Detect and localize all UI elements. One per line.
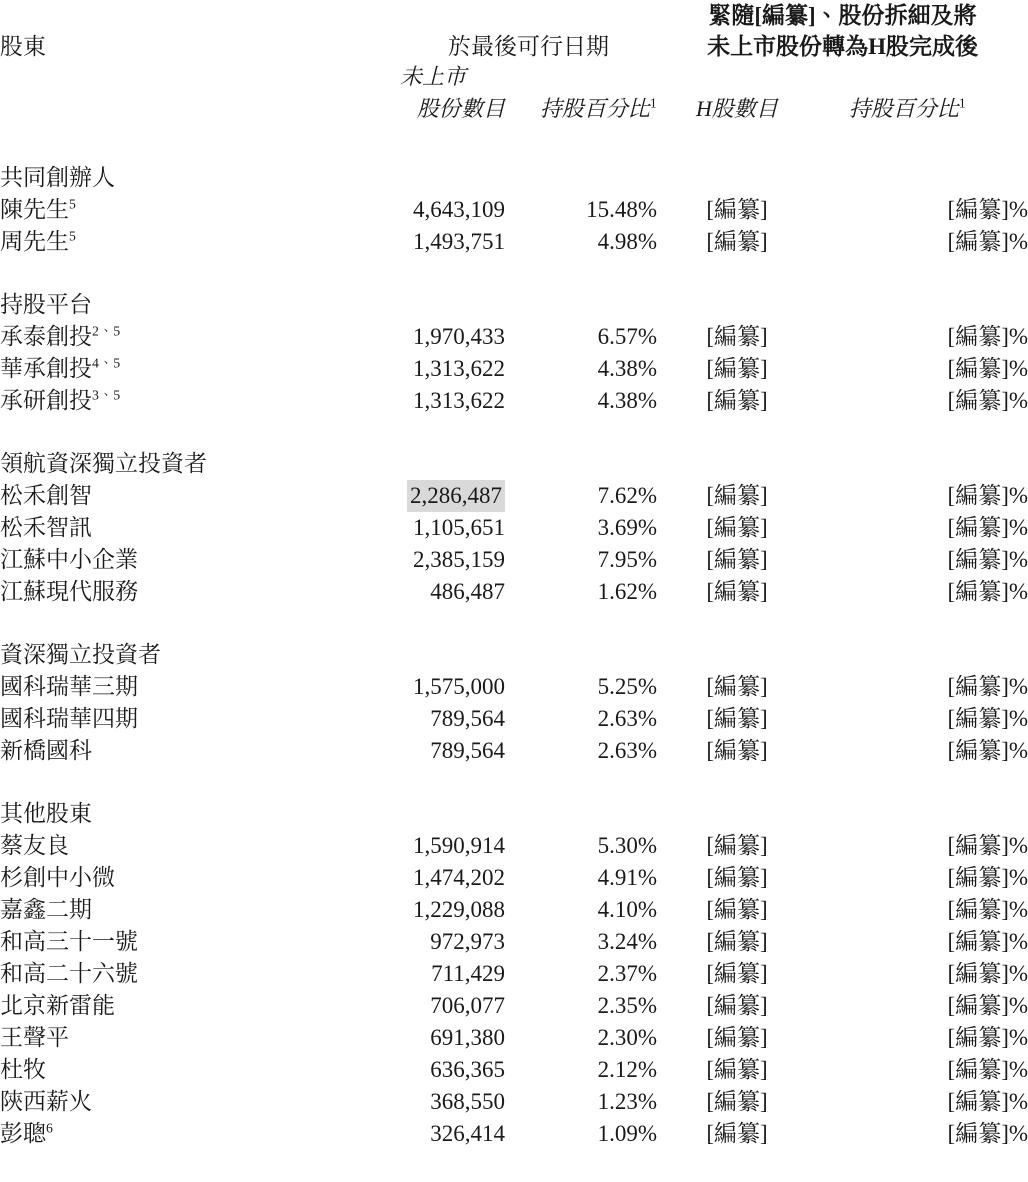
h-shares-count-cell: [編纂]	[706, 229, 768, 254]
shareholding-percentage-cell: 1.23%	[597, 1089, 657, 1114]
section-header-empty-cell	[400, 162, 505, 194]
header-spacer	[0, 126, 1028, 162]
table-row[interactable]	[0, 226, 1028, 258]
shareholder-name-text: 國科瑞華三期	[0, 674, 138, 699]
table-row[interactable]	[0, 958, 1028, 990]
column-header-percentage-footnote: 1	[649, 95, 657, 111]
shares-count-cell: 486,487	[430, 579, 505, 604]
section-header-row	[0, 639, 1028, 671]
h-shares-count-cell: [編纂]	[706, 1089, 768, 1114]
shareholder-name-text: 王聲平	[0, 1025, 69, 1050]
shares-count-cell: 789,564	[430, 738, 505, 763]
section-header-row	[0, 448, 1028, 480]
section-header-empty-cell	[657, 162, 817, 194]
header-group-as-of-latest-date: 於最後可行日期	[448, 34, 609, 59]
shareholder-name-text: 陳先生	[0, 197, 69, 222]
header-blank-4	[0, 62, 400, 92]
shareholder-name-text: 江蘇現代服務	[0, 579, 138, 604]
header-group-post-conversion-line1	[657, 0, 1028, 31]
h-shareholding-percentage-cell: [編纂]%	[947, 388, 1028, 413]
footnote-marker: 5	[69, 196, 77, 212]
h-shareholding-percentage-cell: [編纂]%	[947, 1089, 1028, 1114]
shareholder-name-cell	[0, 926, 400, 958]
shareholding-percentage-cell: 2.63%	[597, 706, 657, 731]
section-header-empty-cell	[657, 289, 817, 321]
header-group-post-conversion-line1-text: 緊隨[編纂]、股份拆細及將	[708, 3, 977, 28]
h-shares-count-cell: [編纂]	[706, 929, 768, 954]
h-shares-count-cell: [編纂]	[706, 483, 768, 508]
h-shares-count-cell: [編纂]	[706, 197, 768, 222]
column-header-h-percentage-text: 持股百分比	[848, 96, 959, 121]
shareholder-name-cell	[0, 671, 400, 703]
shareholder-name-cell	[0, 385, 400, 417]
h-shares-count-cell: [編纂]	[706, 1025, 768, 1050]
h-shares-count-cell: [編纂]	[706, 993, 768, 1018]
table-row[interactable]	[0, 926, 1028, 958]
h-shares-count-cell: [編纂]	[706, 579, 768, 604]
header-blank-7	[0, 92, 400, 126]
section-header-row	[0, 289, 1028, 321]
h-shares-count-cell: [編纂]	[706, 674, 768, 699]
h-shareholding-percentage-cell: [編纂]%	[947, 1025, 1028, 1050]
shareholder-name-cell	[0, 512, 400, 544]
shareholder-name-text: 承研創投	[0, 388, 92, 413]
shareholder-name-cell	[0, 862, 400, 894]
shareholder-name-cell	[0, 830, 400, 862]
header-group-post-conversion-line2-text: 未上市股份轉為H股完成後	[707, 34, 978, 59]
shareholding-percentage-cell: 4.38%	[597, 388, 657, 413]
shareholding-percentage-cell: 3.69%	[597, 515, 657, 540]
shareholder-name-cell	[0, 1086, 400, 1118]
h-shares-count-cell: [編纂]	[706, 865, 768, 890]
h-shares-count-cell: [編纂]	[706, 388, 768, 413]
shareholder-name-cell	[0, 1022, 400, 1054]
shareholding-percentage-cell: 1.09%	[597, 1121, 657, 1146]
shareholder-name-text: 北京新雷能	[0, 993, 115, 1018]
shareholder-name-text: 周先生	[0, 229, 69, 254]
section-gap	[0, 608, 1028, 639]
shareholder-name-cell	[0, 353, 400, 385]
h-shareholding-percentage-cell: [編纂]%	[947, 929, 1028, 954]
section-gap-cell	[0, 608, 1028, 639]
table-row[interactable]	[0, 1054, 1028, 1086]
shareholder-name-text: 承泰創投	[0, 324, 92, 349]
shareholder-name-text: 蔡友良	[0, 833, 69, 858]
header-blank-5	[657, 62, 817, 92]
h-shares-count-cell: [編纂]	[706, 961, 768, 986]
table-row[interactable]	[0, 353, 1028, 385]
shareholder-name-text: 彭聰	[0, 1121, 46, 1146]
footnote-marker: 4、5	[92, 355, 121, 371]
section-header-empty-cell	[400, 289, 505, 321]
column-header-h-percentage	[817, 92, 1028, 126]
shares-count-cell: 1,474,202	[413, 865, 505, 890]
footnote-marker: 5	[69, 228, 77, 244]
section-title: 其他股東	[0, 801, 92, 826]
section-gap	[0, 417, 1028, 448]
shareholder-name-cell	[0, 480, 400, 512]
header-blank-2	[400, 0, 505, 31]
shareholder-name-text: 杉創中小微	[0, 865, 115, 890]
shareholding-percentage-cell: 4.38%	[597, 356, 657, 381]
section-header-empty-cell	[505, 798, 657, 830]
shareholder-name-text: 松禾智訊	[0, 515, 92, 540]
section-title: 持股平台	[0, 292, 92, 317]
footnote-marker: 3、5	[92, 387, 121, 403]
table-row[interactable]	[0, 830, 1028, 862]
shares-count-cell: 1,575,000	[413, 674, 505, 699]
shareholding-percentage-cell: 2.63%	[597, 738, 657, 763]
shareholding-percentage-cell: 5.25%	[597, 674, 657, 699]
shareholding-percentage-cell: 2.37%	[597, 961, 657, 986]
h-shareholding-percentage-cell: [編纂]%	[947, 1121, 1028, 1146]
h-shareholding-percentage-cell: [編纂]%	[947, 229, 1028, 254]
footnote-marker: 6	[46, 1120, 54, 1136]
header-spacer-cell	[0, 126, 1028, 162]
section-header-empty-cell	[657, 639, 817, 671]
footnote-marker: 2、5	[92, 323, 121, 339]
shares-count-cell: 1,105,651	[413, 515, 505, 540]
shareholder-name-cell	[0, 958, 400, 990]
h-shareholding-percentage-cell: [編纂]%	[947, 547, 1028, 572]
section-gap-cell	[0, 417, 1028, 448]
shareholder-name-cell	[0, 194, 400, 226]
shareholder-name-text: 和高三十一號	[0, 929, 138, 954]
header-row-unlisted	[0, 62, 1028, 92]
section-gap	[0, 258, 1028, 289]
shareholding-percentage-cell: 2.30%	[597, 1025, 657, 1050]
h-shares-count-cell: [編纂]	[706, 1121, 768, 1146]
table-row[interactable]	[0, 480, 1028, 512]
h-shares-count-cell: [編纂]	[706, 324, 768, 349]
table-row[interactable]	[0, 1118, 1028, 1150]
section-title: 資深獨立投資者	[0, 642, 161, 667]
table-row[interactable]	[0, 1022, 1028, 1054]
shares-count-cell: 1,590,914	[413, 833, 505, 858]
shares-count-cell: 1,229,088	[413, 897, 505, 922]
section-header-empty-cell	[400, 798, 505, 830]
shareholder-name-cell	[0, 735, 400, 767]
shareholder-name-cell	[0, 894, 400, 926]
highlighted-value: 2,286,487	[407, 480, 505, 512]
shares-count-cell: 706,077	[430, 993, 505, 1018]
shareholder-name-cell	[0, 990, 400, 1022]
h-shareholding-percentage-cell: [編纂]%	[947, 197, 1028, 222]
header-shareholder-label: 股東	[0, 34, 46, 59]
table-row[interactable]	[0, 735, 1028, 767]
shareholder-name-text: 華承創投	[0, 356, 92, 381]
shareholder-name-cell	[0, 576, 400, 608]
h-shares-count-cell: [編纂]	[706, 706, 768, 731]
h-shareholding-percentage-cell: [編纂]%	[947, 674, 1028, 699]
header-row-columns	[0, 92, 1028, 126]
h-shares-count-cell: [編纂]	[706, 897, 768, 922]
shareholding-percentage-cell: 15.48%	[586, 197, 657, 222]
h-shares-count-cell: [編纂]	[706, 833, 768, 858]
section-header-empty-cell	[817, 639, 1028, 671]
header-blank-1	[0, 0, 400, 31]
shares-count-cell: 789,564	[430, 706, 505, 731]
shareholding-percentage-cell: 2.12%	[597, 1057, 657, 1082]
h-shareholding-percentage-cell: [編纂]%	[947, 865, 1028, 890]
table-row[interactable]	[0, 512, 1028, 544]
shareholder-name-cell	[0, 703, 400, 735]
table-row[interactable]	[0, 321, 1028, 353]
column-header-h-shares: H股數目	[696, 96, 778, 121]
shareholder-name-text: 嘉鑫二期	[0, 897, 92, 922]
shares-count-cell: 636,365	[430, 1057, 505, 1082]
shares-count-cell: 1,313,622	[413, 388, 505, 413]
table-row[interactable]	[0, 990, 1028, 1022]
h-shareholding-percentage-cell: [編纂]%	[947, 833, 1028, 858]
section-header-empty-cell	[817, 162, 1028, 194]
section-gap-cell	[0, 258, 1028, 289]
section-header-empty-cell	[505, 289, 657, 321]
section-header-empty-cell	[400, 639, 505, 671]
h-shareholding-percentage-cell: [編纂]%	[947, 579, 1028, 604]
shareholding-percentage-cell: 7.62%	[597, 483, 657, 508]
shareholder-name-text: 杜牧	[0, 1057, 46, 1082]
shares-count-cell: 1,493,751	[413, 229, 505, 254]
column-header-shares: 股份數目	[416, 96, 505, 121]
shareholder-name-cell	[0, 321, 400, 353]
h-shareholding-percentage-cell: [編纂]%	[947, 356, 1028, 381]
section-header-empty-cell	[817, 289, 1028, 321]
section-title: 共同創辦人	[0, 165, 115, 190]
table-row[interactable]	[0, 576, 1028, 608]
shareholding-percentage-cell: 2.35%	[597, 993, 657, 1018]
section-header-empty-cell	[817, 798, 1028, 830]
shareholding-percentage-cell: 4.98%	[597, 229, 657, 254]
shares-count-cell: 711,429	[431, 961, 505, 986]
header-blank-6	[817, 62, 1028, 92]
table-row[interactable]	[0, 385, 1028, 417]
section-header-row	[0, 798, 1028, 830]
shareholder-name-cell	[0, 1118, 400, 1150]
shares-count-cell: 1,313,622	[413, 356, 505, 381]
table-row[interactable]	[0, 862, 1028, 894]
table-row[interactable]	[0, 194, 1028, 226]
shares-count-cell: 972,973	[430, 929, 505, 954]
shareholding-percentage-cell: 1.62%	[597, 579, 657, 604]
table-row[interactable]	[0, 703, 1028, 735]
shareholding-percentage-cell: 4.91%	[597, 865, 657, 890]
h-shareholding-percentage-cell: [編纂]%	[947, 738, 1028, 763]
section-header-empty-cell	[400, 448, 505, 480]
shares-count-cell: 326,414	[430, 1121, 505, 1146]
section-header-empty-cell	[817, 448, 1028, 480]
h-shareholding-percentage-cell: [編纂]%	[947, 706, 1028, 731]
shareholder-name-text: 松禾創智	[0, 483, 92, 508]
shareholder-name-text: 和高二十六號	[0, 961, 138, 986]
shareholder-name-text: 陝西薪火	[0, 1089, 92, 1114]
shareholding-percentage-cell: 3.24%	[597, 929, 657, 954]
header-row-group-1	[0, 0, 1028, 31]
section-header-empty-cell	[657, 798, 817, 830]
h-shares-count-cell: [編纂]	[706, 1057, 768, 1082]
section-header-empty-cell	[505, 162, 657, 194]
table-row[interactable]	[0, 1086, 1028, 1118]
table-row[interactable]	[0, 671, 1028, 703]
shares-count-cell: 4,643,109	[413, 197, 505, 222]
header-unlisted-label: 未上市	[400, 64, 467, 89]
h-shareholding-percentage-cell: [編纂]%	[947, 515, 1028, 540]
h-shares-count-cell: [編纂]	[706, 356, 768, 381]
shareholder-name-cell	[0, 226, 400, 258]
column-header-h-percentage-footnote: 1	[958, 95, 967, 111]
shares-count-cell: 368,550	[430, 1089, 505, 1114]
shareholder-name-text: 江蘇中小企業	[0, 547, 138, 572]
header-row-group-2	[0, 31, 1028, 62]
shareholder-name-cell	[0, 544, 400, 576]
section-gap	[0, 767, 1028, 798]
h-shares-count-cell: [編纂]	[706, 515, 768, 540]
shareholding-percentage-cell: 6.57%	[597, 324, 657, 349]
table-header	[0, 0, 1028, 162]
column-header-percentage	[505, 92, 657, 126]
shareholder-name-text: 國科瑞華四期	[0, 706, 138, 731]
h-shareholding-percentage-cell: [編纂]%	[947, 483, 1028, 508]
table-row[interactable]	[0, 544, 1028, 576]
shareholder-name-cell	[0, 1054, 400, 1086]
section-header-empty-cell	[505, 448, 657, 480]
h-shareholding-percentage-cell: [編纂]%	[947, 1057, 1028, 1082]
shares-count-cell	[400, 480, 505, 512]
header-blank-3	[505, 0, 657, 31]
shares-count-cell: 691,380	[430, 1025, 505, 1050]
shares-count-cell: 1,970,433	[413, 324, 505, 349]
section-header-row	[0, 162, 1028, 194]
shareholding-percentage-cell: 7.95%	[597, 547, 657, 572]
shareholding-percentage-cell: 5.30%	[597, 833, 657, 858]
table-body	[0, 162, 1028, 1150]
section-gap-cell	[0, 767, 1028, 798]
h-shareholding-percentage-cell: [編纂]%	[947, 324, 1028, 349]
h-shareholding-percentage-cell: [編纂]%	[947, 897, 1028, 922]
header-group-post-conversion-line2	[657, 31, 1028, 62]
h-shareholding-percentage-cell: [編纂]%	[947, 993, 1028, 1018]
h-shareholding-percentage-cell: [編纂]%	[947, 961, 1028, 986]
section-title: 領航資深獨立投資者	[0, 451, 207, 476]
column-header-percentage-text: 持股百分比	[539, 96, 650, 121]
section-header-empty-cell	[505, 639, 657, 671]
section-header-empty-cell	[657, 448, 817, 480]
h-shares-count-cell: [編纂]	[706, 738, 768, 763]
shareholder-name-text: 新橋國科	[0, 738, 92, 763]
table-row[interactable]	[0, 894, 1028, 926]
shareholding-percentage-cell: 4.10%	[597, 897, 657, 922]
shares-count-cell: 2,385,159	[413, 547, 505, 572]
h-shares-count-cell: [編纂]	[706, 547, 768, 572]
